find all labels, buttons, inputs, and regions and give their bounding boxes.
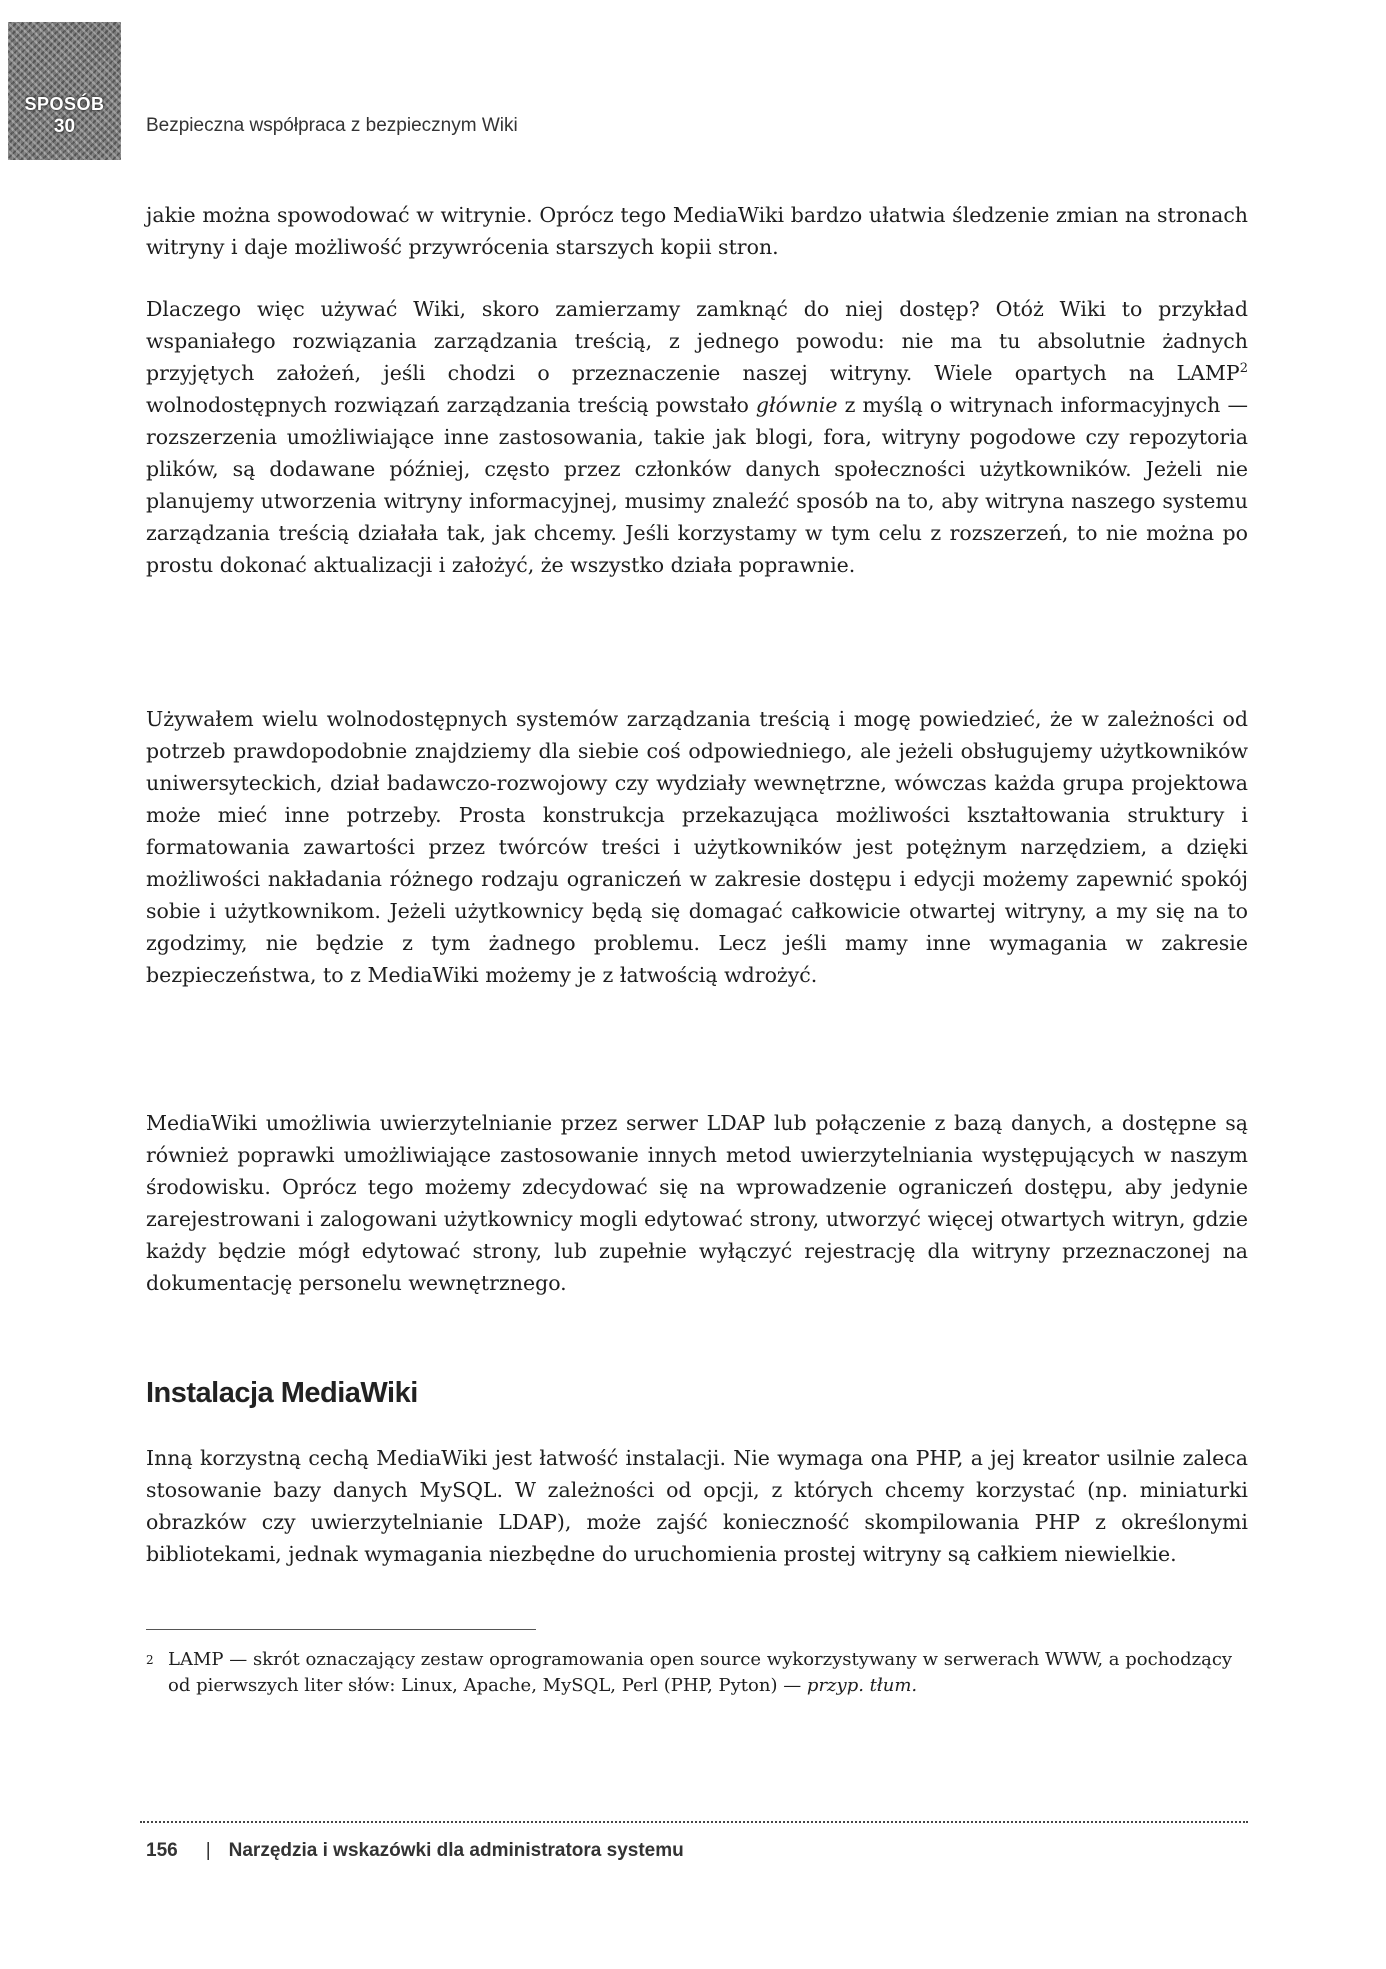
section-heading: Instalacja MediaWiki [146,1377,418,1409]
paragraph-4: MediaWiki umożliwia uwierzytelnianie przez serwer LDAP lub połączenie z bazą danych, a dostępne są również poprawki umożliwiające zastosowanie innych metod uwierzytelniania występujących w naszym środowisku. Oprócz tego możemy zdecydować się na wprowadzenie ograniczeń dostępu, aby jedynie zarejestrowani i zalogowani użytkownicy mogli edytować strony, utworzyć więcej otwartych witryn, gdzie każdy będzie mógł edytować strony, lub zupełnie wyłączyć rejestrację dla witryny przeznaczonej na dokumentację personelu wewnętrznego. [146,1111,1248,1295]
page-footer [146,1840,684,1862]
footnote-divider [146,1629,536,1630]
running-title: Bezpieczna współpraca z bezpiecznym Wiki [146,115,518,136]
paragraph-5: Inną korzystną cechą MediaWiki jest łatwość instalacji. Nie wymaga ona PHP, a jej kreator usilnie zaleca stosowanie bazy danych MySQL. W zależności od opcji, z których chcemy korzystać (np. miniaturki obrazków czy uwierzytelnianie LDAP), może zajść konieczność skompilowania PHP z określonymi bibliotekami, jednak wymagania niezbędne do uruchomienia prostej witryny są całkiem niewielkie. [146,1446,1248,1566]
footnote-text: LAMP — skrót oznaczający zestaw oprogramowania open source wykorzystywany w serwerach WWW, a pochodzący od pierwszych liter słów: Linux, Apache, MySQL, Perl (PHP, Pyton) [168,1649,1233,1696]
paragraph-3: Używałem wielu wolnodostępnych systemów zarządzania treścią i mogę powiedzieć, że w zależności od potrzeb prawdopodobnie znajdziemy dla siebie coś odpowiedniego, ale jeżeli obsługujemy użytkowników uniwersyteckich, dział badawczo-rozwojowy czy wydziały wewnętrzne, wówczas każda grupa projektowa może mieć inne potrzeby. Prosta konstrukcja przekazująca możliwości kształtowania struktury i formatowania zawartości przez twórców treści i użytkowników jest potężnym narzędziem, a dzięki możliwości nakładania różnego rodzaju ograniczeń w zakresie dostępu i edycji możemy zapewnić spokój sobie i użytkownikom. Jeżeli użytkownicy będą się domagać całkowicie otwartej witryny, a my się na to zgodzimy, nie będzie z tym żadnego problemu. Lecz jeśli mamy inne wymagania w zakresie bezpieczeństwa, to z MediaWiki możemy je z łatwością wdrożyć. [146,707,1248,987]
emphasis-word: głównie [755,393,838,417]
paragraph-2-part-c: z myślą o witrynach informacyjnych — rozszerzenia umożliwiające inne zastosowania, takie jak blogi, fora, witryny pogodowe czy repozytoria plików, są dodawane później, często przez członków danych społeczności użytkowników. Jeżeli nie planujemy utworzenia witryny informacyjnej, musimy znaleźć sposób na to, aby witryna naszego systemu zarządzania treścią działała tak, jak chcemy. Jeśli korzystamy w tym celu z rozszerzeń, to nie można po prostu dokonać aktualizacji i założyć, że wszystko działa poprawnie. [146,393,1248,577]
page-number: 156 [146,1840,178,1861]
paragraph-1: jakie można spowodować w witrynie. Oprócz tego MediaWiki bardzo ułatwia śledzenie zmian na stronach witryny i daje możliwość przywrócenia starszych kopii stron. [146,203,1248,259]
paragraph-2-part-a: Dlaczego więc używać Wiki, skoro zamierzamy zamknąć do niej dostęp? Otóż Wiki to przykład wspaniałego rozwiązania zarządzania treścią, z jednego powodu: nie ma tu absolutnie żadnych przyjętych założeń, jeśli chodzi o przeznaczenie naszej witryny. Wiele opartych na LAMP [146,297,1248,385]
badge-word: SPOSÓB [24,94,105,114]
footnote [146,1647,1248,1699]
badge-number: 30 [53,116,76,137]
paragraph-2-part-b: wolnodostępnych rozwiązań zarządzania treścią powstało [146,393,756,417]
footnote-translator-note: — przyp. tłum. [783,1675,918,1696]
footnote-number: 2 [146,1653,154,1667]
footnote-reference[interactable]: 2 [1239,361,1248,377]
section-badge [8,22,121,160]
footer-divider [140,1821,1248,1823]
footer-separator: | [205,1840,211,1861]
book-title: Narzędzia i wskazówki dla administratora systemu [228,1840,684,1861]
paragraph-2 [146,293,1248,581]
